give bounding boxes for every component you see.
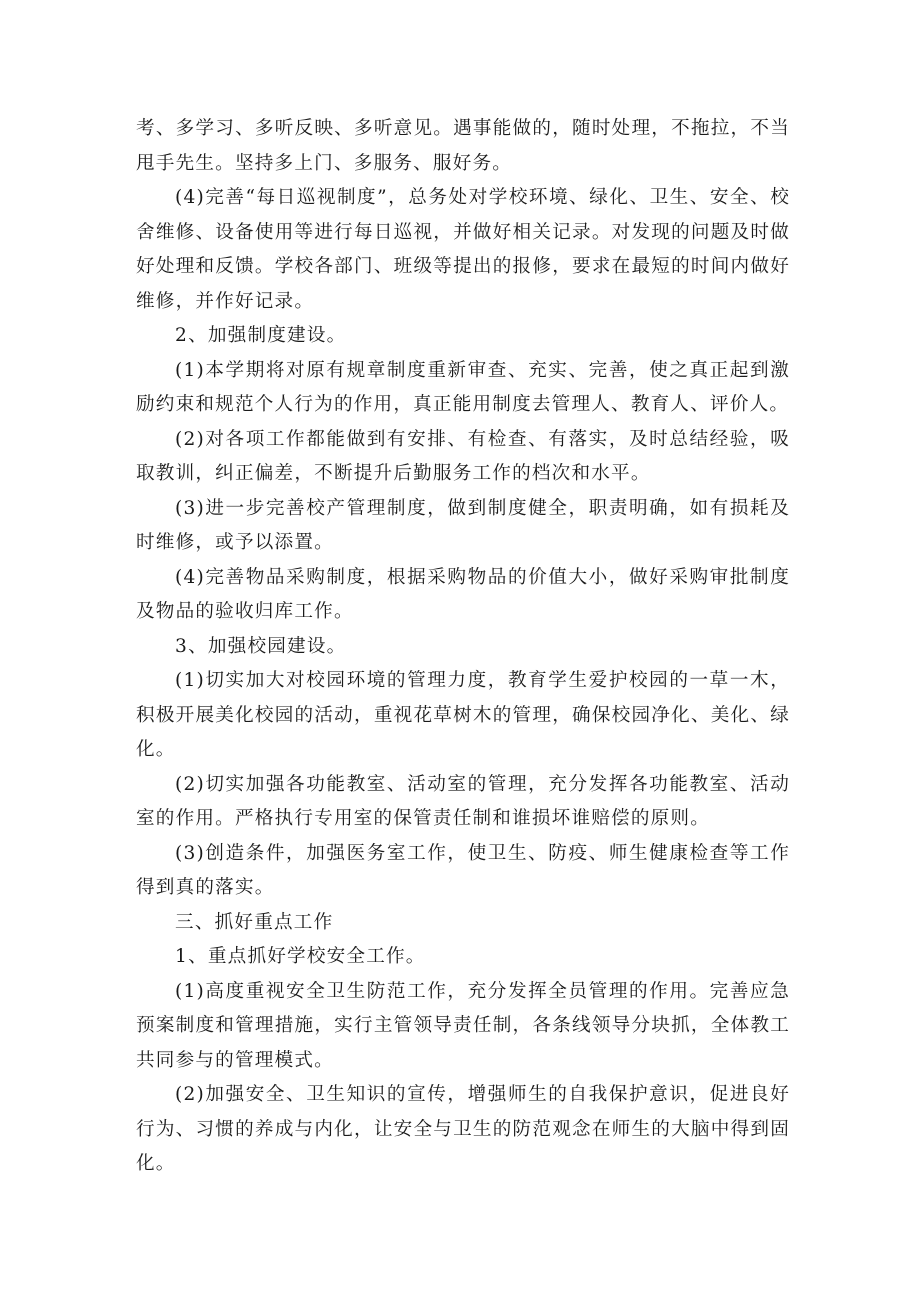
paragraph-continuation: 考、多学习、多听反映、多听意见。遇事能做的，随时处理，不拖拉，不当甩手先生。坚持多上门、多服务、服好务。	[136, 118, 790, 174]
paragraph-procurement: (4)完善物品采购制度，根据采购物品的价值大小，做好采购审批制度及物品的验收归库工作。	[136, 566, 790, 622]
paragraph-rules-review: (1)本学期将对原有规章制度重新审查、充实、完善，使之真正起到激励约束和规范个人行为的作用，真正能用制度去管理人、教育人、评价人。	[136, 359, 790, 415]
paragraph-function-rooms: (2)切实加强各功能教室、活动室的管理，充分发挥各功能教室、活动室的作用。严格执行专用室的保管责任制和谁损坏谁赔偿的原则。	[136, 773, 790, 829]
section-heading-safety: 1、重点抓好学校安全工作。	[175, 946, 426, 967]
paragraph-daily-inspection: (4)完善“每日巡视制度”，总务处对学校环境、绿化、卫生、安全、校舍维修、设备使用等进行每日巡视，并做好相关记录。对发现的问题及时做好处理和反馈。学校各部门、班级等提出的报修，要求在最短的时间内做好维修，并作好记录。	[136, 187, 790, 312]
paragraph-work-arrangement: (2)对各项工作都能做到有安排、有检查、有落实，及时总结经验，吸取教训，纠正偏差，不断提升后勤服务工作的档次和水平。	[136, 428, 790, 484]
section-heading-key-work: 三、抓好重点工作	[175, 911, 334, 933]
paragraph-campus-environment: (1)切实加大对校园环境的管理力度，教育学生爱护校园的一草一木，积极开展美化校园的活动，重视花草树木的管理，确保校园净化、美化、绿化。	[136, 670, 790, 760]
section-heading-system-building: 2、加强制度建设。	[175, 325, 347, 346]
paragraph-safety-prevention: (1)高度重视安全卫生防范工作，充分发挥全员管理的作用。完善应急预案制度和管理措施，实行主管领导责任制，各条线领导分块抓，全体教工共同参与的管理模式。	[136, 980, 790, 1071]
section-heading-campus-building: 3、加强校园建设。	[175, 635, 347, 657]
paragraph-clinic: (3)创造条件，加强医务室工作，使卫生、防疫、师生健康检查等工作得到真的落实。	[136, 842, 790, 898]
paragraph-safety-education: (2)加强安全、卫生知识的宣传，增强师生的自我保护意识，促进良好行为、习惯的养成与内化，让安全与卫生的防范观念在师生的大脑中得到固化。	[136, 1084, 790, 1174]
document-body	[136, 112, 790, 1182]
paragraph-asset-management: (3)进一步完善校产管理制度，做到制度健全，职责明确，如有损耗及时维修，或予以添置。	[136, 497, 790, 553]
